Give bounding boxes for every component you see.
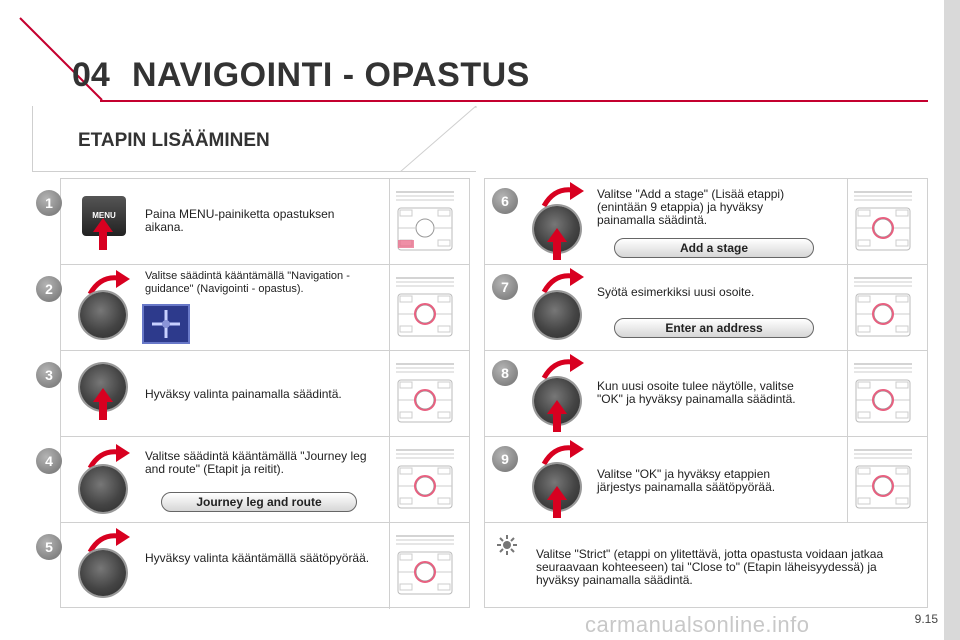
step-7-text: Syötä esimerkiksi uusi osoite. — [597, 285, 755, 299]
press-arrow-icon — [547, 486, 567, 500]
rotate-arrow-icon — [540, 182, 586, 208]
step-8-text: Kun uusi osoite tulee näytölle, valitse "OK" ja hyväksy painamalla säädintä. — [597, 379, 796, 406]
step-badge-3: 3 — [36, 362, 62, 388]
header-rule — [100, 100, 928, 102]
rotate-arrow-icon — [540, 440, 586, 466]
step-badge-1: 1 — [36, 190, 62, 216]
enter-address-pill: Enter an address — [614, 318, 814, 338]
radio-panel-frame — [847, 265, 927, 350]
page-edge-band — [944, 0, 960, 640]
step-5-text: Hyväksy valinta kääntämällä säätöpyörää. — [145, 551, 370, 565]
page-number: 9.15 — [914, 612, 938, 626]
add-stage-pill: Add a stage — [614, 238, 814, 258]
rotate-arrow-icon — [540, 268, 586, 294]
step-9-text: Valitse "OK" ja hyväksy etappien järjestys painamalla säätöpyörää. — [597, 467, 776, 494]
watermark: carmanualsonline.info — [585, 612, 810, 637]
press-arrow-icon — [547, 228, 567, 242]
journey-leg-pill: Journey leg and route — [161, 492, 357, 512]
step-6-text: Valitse "Add a stage" (Lisää etappi) (enintään 9 etappia) ja hyväksy painamalla säädintä. — [597, 187, 785, 227]
dpad-icon — [142, 304, 190, 344]
sun-note-icon — [496, 534, 518, 556]
press-arrow-stem — [553, 242, 561, 260]
press-arrow-icon — [547, 400, 567, 414]
step-1-text: Paina MENU-painiketta opastuksen aikana. — [145, 207, 335, 234]
press-arrow-icon — [93, 218, 113, 232]
press-arrow-stem — [553, 414, 561, 432]
step-badge-2: 2 — [36, 276, 62, 302]
step-3-text: Hyväksy valinta painamalla säädintä. — [145, 387, 342, 401]
rotate-arrow-icon — [540, 354, 586, 380]
radio-panel-frame — [847, 351, 927, 436]
rotary-knob-icon — [80, 550, 126, 596]
chapter-title: NAVIGOINTI - OPASTUS — [132, 56, 530, 94]
radio-panel-frame — [389, 437, 469, 522]
rotary-knob-icon — [534, 292, 580, 338]
rotary-knob-icon — [80, 466, 126, 512]
section-title: ETAPIN LISÄÄMINEN — [78, 130, 270, 151]
rotary-knob-icon — [80, 292, 126, 338]
press-arrow-icon — [93, 388, 113, 402]
radio-panel-frame — [389, 523, 469, 609]
radio-panel-frame — [389, 351, 469, 436]
chapter-number: 04 — [72, 56, 110, 94]
radio-panel-frame — [847, 437, 927, 522]
press-arrow-stem — [99, 232, 107, 250]
radio-panel-frame — [389, 265, 469, 350]
section-corner-decoration — [400, 106, 478, 172]
note-text: Valitse "Strict" (etappi on ylitettävä, jotta opastusta voidaan jatkaa seuraavaan kohteeseen) tai "Close to" (Etapin läheisyydessä) ja hyväksy painamalla säädintä. — [536, 547, 884, 587]
step-badge-5: 5 — [36, 534, 62, 560]
step-badge-7: 7 — [492, 274, 518, 300]
press-arrow-stem — [99, 402, 107, 420]
press-arrow-stem — [553, 500, 561, 518]
step-2-text: Valitse säädintä kääntämällä "Navigation - guidance" (Navigointi - opastus). — [145, 270, 350, 295]
radio-panel-frame — [847, 179, 927, 264]
step-badge-9: 9 — [492, 446, 518, 472]
menu-button-icon: MENU — [82, 196, 126, 236]
step-badge-6: 6 — [492, 188, 518, 214]
step-4-text: Valitse säädintä kääntämällä "Journey leg and route" (Etapit ja reitit). — [145, 449, 367, 476]
step-badge-8: 8 — [492, 360, 518, 386]
radio-panel-frame — [389, 179, 469, 264]
step-badge-4: 4 — [36, 448, 62, 474]
